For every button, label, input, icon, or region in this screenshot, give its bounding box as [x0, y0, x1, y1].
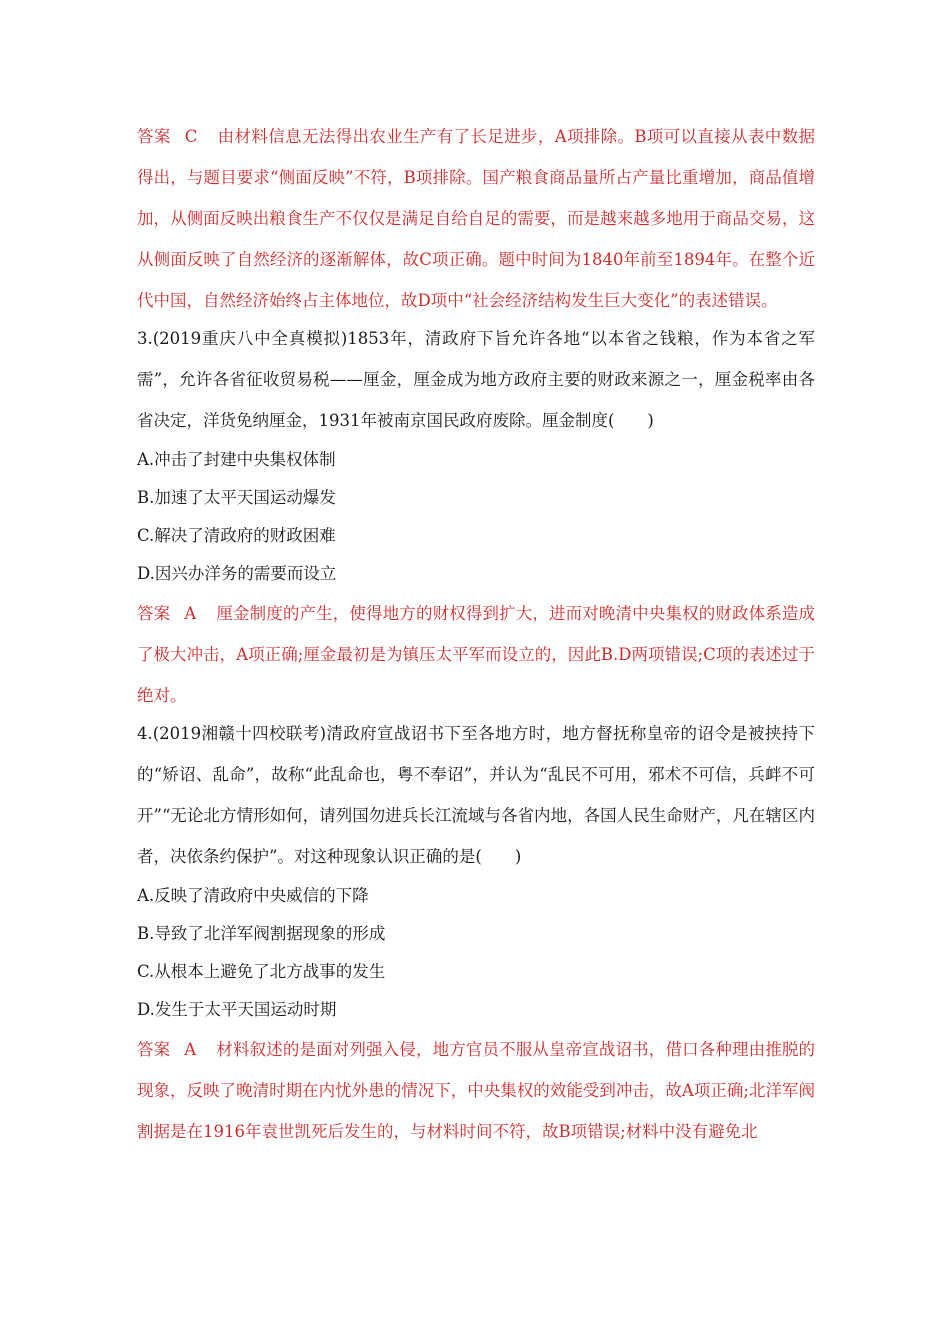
question-3-options — [137, 441, 815, 593]
answer-letter: A — [184, 604, 197, 623]
option-d: D.因兴办洋务的需要而设立 — [137, 564, 337, 583]
question-4-stem: 4.(2019湘赣十四校联考)清政府宣战诏书下至各地方时，地方督抚称皇帝的诏令是被挟持下的“矫诏、乱命”，故称“此乱命也，粤不奉诏”，并认为“乱民不可用，邪术不可信，兵衅不可开”“无论北方情形如何，请列国勿进兵长江流域与各省内地，各国人民生命财产，凡在辖区内者，决依条约保护”。对这种现象认识正确的是( ) — [137, 724, 815, 866]
answer-q4 — [137, 1029, 815, 1152]
answer-label: 答案 — [137, 127, 171, 146]
option-b: B.导致了北洋军阀割据现象的形成 — [137, 924, 386, 943]
page-content — [137, 116, 815, 1152]
answer-explanation: 材料叙述的是面对列强入侵，地方官员不服从皇帝宣战诏书，借口各种理由推脱的现象，反映了晚清时期在内忧外患的情况下，中央集权的效能受到冲击，故A项正确;北洋军阀割据是在1916年袁世凯死后发生的，与材料时间不符，故B项错误;材料中没有避免北 — [137, 1040, 816, 1141]
answer-label: 答案 — [137, 604, 171, 623]
option-c: C.解决了清政府的财政困难 — [137, 526, 336, 545]
answer-q2 — [137, 116, 815, 321]
option-a: A.反映了清政府中央威信的下降 — [137, 886, 369, 905]
answer-letter: A — [184, 1040, 197, 1059]
option-c: C.从根本上避免了北方战事的发生 — [137, 962, 386, 981]
answer-explanation: 由材料信息无法得出农业生产有了长足进步，A项排除。B项可以直接从表中数据得出，与题目要求“侧面反映”不符，B项排除。国产粮食商品量所占产量比重增加，商品值增加，从侧面反映出粮食生产不仅仅是满足自给自足的需要，而是越来越多地用于商品交易，这从侧面反映了自然经济的逐渐解体，故C项正确。题中时间为1840年前至1894年。在整个近代中国，自然经济始终占主体地位，故D项中“社会经济结构发生巨大变化”的表述错误。 — [137, 127, 815, 310]
answer-q3 — [137, 593, 815, 716]
question-4-options — [137, 877, 815, 1029]
option-d: D.发生于太平天国运动时期 — [137, 1000, 337, 1019]
answer-letter: C — [184, 127, 198, 146]
option-a: A.冲击了封建中央集权体制 — [137, 450, 336, 469]
question-3-stem: 3.(2019重庆八中全真模拟)1853年，清政府下旨允许各地“以本省之钱粮，作为本省之军需”，允许各省征收贸易税——厘金，厘金成为地方政府主要的财政来源之一，厘金税率由各省决定，洋货免纳厘金，1931年被南京国民政府废除。厘金制度( ) — [137, 329, 815, 430]
answer-label: 答案 — [137, 1040, 171, 1059]
option-b: B.加速了太平天国运动爆发 — [137, 488, 336, 507]
answer-explanation: 厘金制度的产生，使得地方的财权得到扩大，进而对晚清中央集权的财政体系造成了极大冲击，A项正确;厘金最初是为镇压太平军而设立的，因此B.D两项错误;C项的表述过于绝对。 — [137, 604, 816, 705]
